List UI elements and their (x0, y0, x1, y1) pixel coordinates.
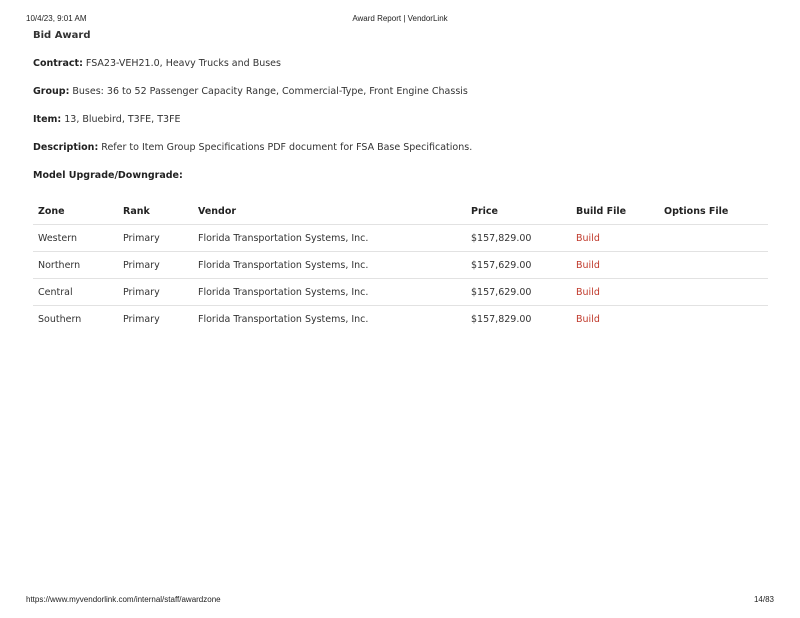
vendor-cell: Florida Transportation Systems, Inc. (193, 225, 466, 252)
award-table (33, 198, 768, 332)
group-value: Buses: 36 to 52 Passenger Capacity Range, Commercial-Type, Front Engine Chassis (69, 86, 468, 97)
table-row (33, 225, 768, 252)
description-field (33, 141, 769, 155)
rank-cell: Primary (118, 279, 193, 306)
options-file-cell (659, 279, 768, 306)
rank-cell: Primary (118, 252, 193, 279)
options-file-cell (659, 252, 768, 279)
table-row (33, 306, 768, 333)
zone-cell: Central (33, 279, 118, 306)
table-header-row (33, 198, 768, 225)
vendor-cell: Florida Transportation Systems, Inc. (198, 313, 369, 325)
build-file-link[interactable]: Build (576, 313, 600, 325)
print-url: https://www.myvendorlink.com/internal/staff/awardzone (26, 595, 221, 604)
description-value: Refer to Item Group Specifications PDF document for FSA Base Specifications. (98, 142, 473, 153)
zone-column-header: Zone (33, 198, 118, 225)
contract-value: FSA23-VEH21.0, Heavy Trucks and Buses (82, 58, 281, 69)
description-label: Description: (33, 142, 99, 153)
item-value: 13, Bluebird, T3FE, T3FE (61, 114, 181, 125)
price-cell: $157,829.00 (466, 225, 571, 252)
build-file-link[interactable]: Build (576, 259, 600, 271)
print-datetime: 10/4/23, 9:01 AM (26, 14, 87, 23)
print-page-title: Award Report | VendorLink (352, 14, 448, 23)
build-file-cell (571, 225, 659, 252)
build-file-cell (571, 279, 659, 306)
price-column-header: Price (466, 198, 571, 225)
table-row (33, 279, 768, 306)
build-file-cell (571, 306, 659, 333)
vendor-cell: Florida Transportation Systems, Inc. (193, 279, 466, 306)
print-footer (26, 595, 774, 607)
print-header (26, 14, 774, 26)
zone-cell: Western (33, 225, 118, 252)
rank-column-header: Rank (118, 198, 193, 225)
price-cell: $157,629.00 (466, 279, 571, 306)
price-cell: $157,829.00 (471, 313, 532, 325)
options-file-cell (659, 225, 768, 252)
rank-cell: Primary (123, 313, 160, 325)
zone-cell: Northern (33, 252, 118, 279)
group-label: Group: (33, 86, 70, 97)
table-row (33, 252, 768, 279)
build-file-link[interactable]: Build (576, 286, 600, 298)
vendor-cell: Florida Transportation Systems, Inc. (193, 252, 466, 279)
model-upgrade-label: Model Upgrade/Downgrade: (33, 170, 183, 181)
award-report (33, 29, 769, 325)
model-upgrade-field (33, 169, 769, 183)
group-field (33, 85, 769, 99)
item-field (33, 113, 769, 127)
build-file-cell (571, 252, 659, 279)
vendor-column-header: Vendor (193, 198, 466, 225)
print-page-number: 14/83 (753, 595, 774, 604)
contract-field (33, 57, 769, 71)
build-file-column-header: Build File (571, 198, 659, 225)
item-label: Item: (33, 114, 62, 125)
zone-cell: Southern (38, 313, 82, 325)
price-cell: $157,629.00 (466, 252, 571, 279)
rank-cell: Primary (118, 225, 193, 252)
options-file-cell (659, 306, 768, 333)
build-file-link[interactable]: Build (576, 232, 600, 244)
options-file-column-header: Options File (659, 198, 768, 225)
contract-label: Contract: (33, 58, 83, 69)
report-title: Bid Award (33, 30, 91, 41)
